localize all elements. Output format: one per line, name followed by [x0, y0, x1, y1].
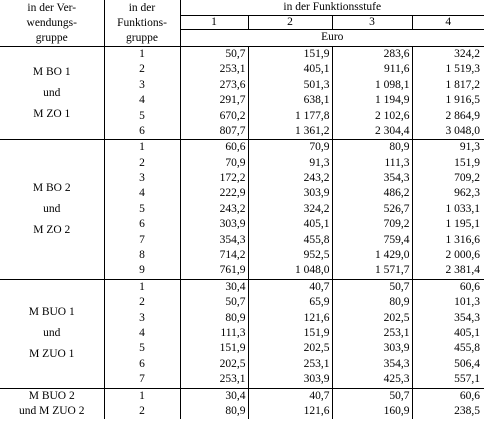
stufe-1-value: 172,2	[180, 171, 248, 186]
header-stufe-3: 3	[332, 16, 412, 30]
stufe-2-value: 121,6	[248, 311, 332, 326]
stufe-3-value: 1 571,7	[332, 263, 412, 279]
stufe-1-value: 273,6	[180, 78, 248, 93]
stufe-3-value: 526,7	[332, 202, 412, 217]
stufe-4-value: 324,2	[412, 47, 484, 63]
stufe-1-value: 807,7	[180, 124, 248, 140]
stufe-1-value: 670,2	[180, 109, 248, 124]
group-label: M BUO 2 und M ZUO 2	[0, 388, 104, 419]
funktionsgruppe-cell: 3	[104, 171, 180, 186]
funktionsgruppe-cell: 3	[104, 311, 180, 326]
stufe-1-value: 202,5	[180, 357, 248, 372]
stufe-3-value: 111,3	[332, 156, 412, 171]
stufe-1-value: 291,7	[180, 93, 248, 108]
stufe-2-value: 253,1	[248, 357, 332, 372]
stufe-1-value: 354,3	[180, 233, 248, 248]
funktionsgruppe-cell: 2	[104, 62, 180, 77]
stufe-4-value: 60,6	[459, 280, 480, 293]
stufe-1-value: 714,2	[180, 248, 248, 263]
stufe-2-value: 91,3	[248, 156, 332, 171]
stufe-2-value: 1 177,8	[248, 109, 332, 124]
stufe-2-value: 70,9	[248, 140, 332, 156]
funktionsgruppe-cell: 3	[104, 78, 180, 93]
stufe-3-value: 1 098,1	[332, 78, 412, 93]
stufe-3-value: 50,7	[332, 279, 412, 295]
stufe-4-value: 1 817,2	[445, 78, 480, 91]
stufe-1-value: 50,7	[180, 295, 248, 310]
stufe-4-value: 91,3	[459, 141, 480, 154]
funktionsgruppe-cell: 6	[104, 357, 180, 372]
stufe-1-value: 50,7	[180, 47, 248, 63]
stufe-3-value: 354,3	[332, 357, 412, 372]
stufe-1-value: 761,9	[180, 263, 248, 279]
table-row	[0, 47, 484, 63]
header-funktionsgruppe: in der Funktions- gruppe	[104, 0, 180, 47]
stufe-4-value: 354,3	[454, 311, 480, 324]
funktionsgruppe-cell: 4	[104, 326, 180, 341]
header-stufe-2: 2	[248, 16, 332, 30]
funktionsgruppe-cell: 1	[104, 388, 180, 404]
stufe-2-value: 243,2	[248, 171, 332, 186]
table-row	[0, 388, 484, 404]
funktionsgruppe-cell: 1	[104, 47, 180, 63]
stufe-2-value: 65,9	[248, 295, 332, 310]
stufe-1-value: 80,9	[180, 311, 248, 326]
stufe-4-value: 962,3	[454, 187, 480, 200]
stufe-1-value: 243,2	[180, 202, 248, 217]
stufe-2-value: 303,9	[248, 372, 332, 388]
stufe-3-value: 2 102,6	[332, 109, 412, 124]
funktionsgruppe-cell: 1	[104, 140, 180, 156]
table-row	[0, 140, 484, 156]
stufe-3-value: 202,5	[332, 311, 412, 326]
stufe-2-value: 405,1	[248, 217, 332, 232]
header-verwendungsgruppe: in der Ver- wendungs- gruppe	[0, 0, 104, 47]
funktionsgruppe-cell: 6	[104, 217, 180, 232]
stufe-2-value: 1 361,2	[248, 124, 332, 140]
stufe-4-value: 238,5	[454, 404, 480, 417]
stufe-2-value: 952,5	[248, 248, 332, 263]
stufe-2-value: 324,2	[248, 202, 332, 217]
stufe-1-value: 30,4	[180, 279, 248, 295]
stufe-4-value: 2 381,4	[412, 263, 484, 279]
stufe-1-value: 70,9	[180, 156, 248, 171]
stufe-4-value: 3 048,0	[412, 124, 484, 140]
header-stufe-4: 4	[412, 16, 484, 30]
stufe-1-value: 253,1	[180, 62, 248, 77]
funktionsgruppe-cell: 9	[104, 263, 180, 279]
stufe-3-value: 2 304,4	[332, 124, 412, 140]
stufe-2-value: 638,1	[248, 93, 332, 108]
header-funktionsstufe: in der Funktionsstufe	[180, 0, 484, 16]
stufe-1-value: 80,9	[180, 404, 248, 419]
stufe-2-value: 151,9	[248, 47, 332, 63]
stufe-3-value: 1 429,0	[332, 248, 412, 263]
stufe-3-value: 911,6	[332, 62, 412, 77]
group-label: M BO 1 und M ZO 1	[0, 47, 104, 140]
funktionsgruppe-cell: 5	[104, 341, 180, 356]
funktionsgruppe-cell: 5	[104, 109, 180, 124]
stufe-4-value: 1 519,3	[445, 63, 480, 76]
stufe-4-value: 557,1	[412, 372, 484, 388]
funktionsgruppe-cell: 8	[104, 248, 180, 263]
funktionsgruppe-cell: 5	[104, 202, 180, 217]
stufe-2-value: 202,5	[248, 341, 332, 356]
stufe-3-value: 1 194,9	[332, 93, 412, 108]
stufe-3-value: 80,9	[332, 295, 412, 310]
stufe-2-value: 501,3	[248, 78, 332, 93]
stufe-3-value: 425,3	[332, 372, 412, 388]
funktionsgruppe-cell: 2	[104, 404, 180, 419]
stufe-4-value: 2 000,6	[445, 249, 480, 262]
header-stufe-1: 1	[180, 16, 248, 30]
header-unit: Euro	[321, 31, 344, 44]
funktionsgruppe-cell: 1	[104, 279, 180, 295]
funktionsgruppe-cell: 7	[104, 233, 180, 248]
stufe-2-value: 151,9	[248, 326, 332, 341]
stufe-2-value: 303,9	[248, 187, 332, 202]
stufe-3-value: 160,9	[332, 404, 412, 419]
stufe-3-value: 759,4	[332, 233, 412, 248]
group-label: M BO 2 und M ZO 2	[0, 140, 104, 280]
stufe-3-value: 253,1	[332, 326, 412, 341]
stufe-4-value: 506,4	[454, 357, 480, 370]
stufe-3-value: 354,3	[332, 171, 412, 186]
stufe-1-value: 303,9	[180, 217, 248, 232]
funktionsgruppe-cell: 7	[104, 372, 180, 388]
stufe-3-value: 80,9	[332, 140, 412, 156]
funktionsgruppe-cell: 4	[104, 93, 180, 108]
stufe-1-value: 151,9	[180, 341, 248, 356]
stufe-1-value: 222,9	[180, 187, 248, 202]
stufe-1-value: 30,4	[180, 388, 248, 404]
stufe-2-value: 40,7	[248, 279, 332, 295]
stufe-4-value: 1 033,1	[445, 202, 480, 215]
stufe-1-value: 111,3	[180, 326, 248, 341]
stufe-4-value: 709,2	[454, 172, 480, 185]
stufe-1-value: 253,1	[180, 372, 248, 388]
stufe-3-value: 486,2	[332, 187, 412, 202]
stufe-1-value: 60,6	[180, 140, 248, 156]
stufe-2-value: 455,8	[248, 233, 332, 248]
stufe-3-value: 303,9	[332, 341, 412, 356]
funktionsgruppe-cell: 2	[104, 156, 180, 171]
stufe-4-value: 455,8	[454, 342, 480, 355]
funktionsgruppe-cell: 4	[104, 187, 180, 202]
stufe-4-value: 60,6	[459, 389, 480, 402]
table-row	[0, 279, 484, 295]
stufe-4-value: 1 316,6	[445, 233, 480, 246]
stufe-3-value: 50,7	[332, 388, 412, 404]
stufe-3-value: 283,6	[332, 47, 412, 63]
stufe-3-value: 709,2	[332, 217, 412, 232]
stufe-4-value: 405,1	[454, 326, 480, 339]
stufe-2-value: 40,7	[248, 388, 332, 404]
stufe-4-value: 2 864,9	[445, 109, 480, 122]
funktionsgruppe-cell: 6	[104, 124, 180, 140]
group-label: M BUO 1 und M ZUO 1	[0, 279, 104, 388]
table-body	[0, 47, 484, 420]
stufe-2-value: 1 048,0	[248, 263, 332, 279]
stufe-2-value: 405,1	[248, 62, 332, 77]
stufe-2-value: 121,6	[248, 404, 332, 419]
stufe-4-value: 1 916,5	[445, 94, 480, 107]
stufe-4-value: 151,9	[454, 156, 480, 169]
funktionsgruppe-cell: 2	[104, 295, 180, 310]
stufe-4-value: 1 195,1	[445, 218, 480, 231]
stufe-4-value: 101,3	[454, 296, 480, 309]
